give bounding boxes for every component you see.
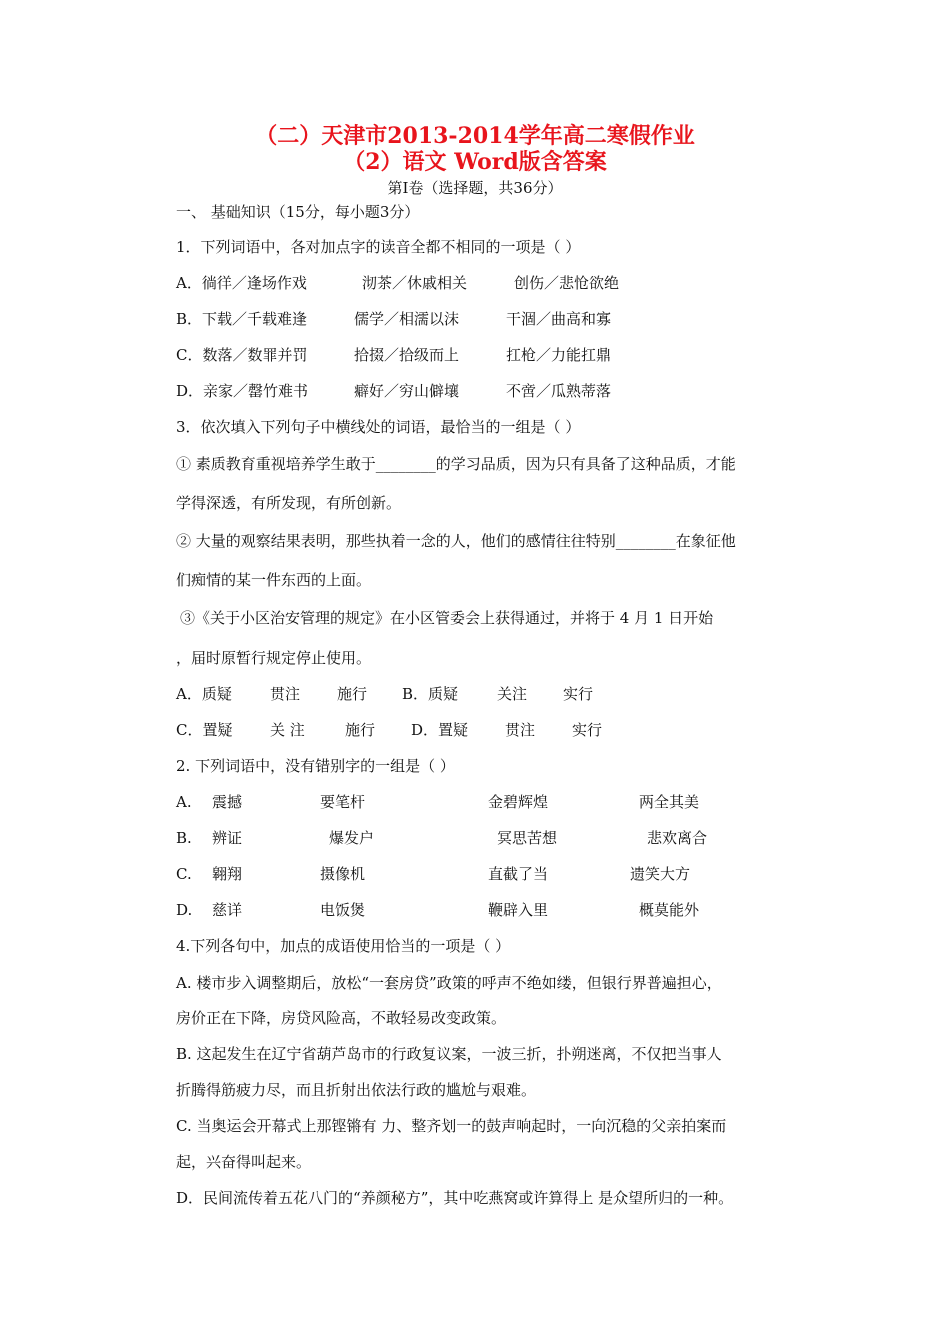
q3-option-b-word3: 实行 xyxy=(563,685,594,703)
q3-option-a-word3: 施行 xyxy=(337,685,368,703)
q2-row-c-word2: 摄像机 xyxy=(320,865,366,883)
q2-row-a-word1: 震撼 xyxy=(212,793,243,811)
q1-option-d: D．亲家／罄竹难书 xyxy=(176,382,309,400)
q2-row-c-word1: 翱翔 xyxy=(212,865,243,883)
q1-option-a-pair2: 沏茶／休戚相关 xyxy=(362,274,468,292)
q1-option-c: C．数落／数罪并罚 xyxy=(176,346,308,364)
q3-option-a-word2: 贯注 xyxy=(270,685,301,703)
q2-row-b-word1: 辨证 xyxy=(212,829,243,847)
q3-sentence1-line2: 学得深透，有所发现，有所创新。 xyxy=(176,494,402,512)
q1-option-d-pair2: 癖好／穷山僻壤 xyxy=(354,382,460,400)
section-heading: 一、 基础知识（15分，每小题3分） xyxy=(176,203,420,221)
q3-option-b-word2: 关注 xyxy=(497,685,528,703)
q3-stem: 3．依次填入下列句子中横线处的词语，最恰当的一组是（ ） xyxy=(176,418,581,436)
q4-stem: 4.下列各句中，加点的成语使用恰当的一项是（ ） xyxy=(176,937,511,955)
q3-option-d-word2: 贯注 xyxy=(505,721,536,739)
q2-row-a-word2: 要笔杆 xyxy=(320,793,366,811)
q4-option-a-line1: A. 楼市步入调整期后，放松“一套房贷”政策的呼声不绝如缕，但银行界普遍担心， xyxy=(176,974,722,992)
q3-sentence2-line1: ② 大量的观察结果表明，那些执着一念的人，他们的感情往往特别________在象征他 xyxy=(176,532,736,550)
q2-row-d-word4: 概莫能外 xyxy=(639,901,700,919)
q4-option-b-line2: 折腾得筋疲力尽，而且折射出依法行政的尴尬与艰难。 xyxy=(176,1081,537,1099)
q3-option-c-word3: 施行 xyxy=(345,721,376,739)
q2-row-a-word3: 金碧辉煌 xyxy=(488,793,549,811)
q2-row-d-word1: 慈详 xyxy=(212,901,243,919)
q2-row-c-word4: 遗笑大方 xyxy=(630,865,691,883)
q2-stem: 2. 下列词语中，没有错别字的一组是（ ） xyxy=(176,757,455,775)
q3-sentence1-line1: ① 素质教育重视培养学生敢于________的学习品质，因为只有具备了这种品质，才能 xyxy=(176,455,736,473)
q4-option-b-line1: B. 这起发生在辽宁省葫芦岛市的行政复议案，一波三折，扑朔迷离，不仅把当事人 xyxy=(176,1045,722,1063)
q2-row-d-word2: 电饭煲 xyxy=(320,901,366,919)
q3-sentence2-line2: 们痴情的某一件东西的上面。 xyxy=(176,571,372,589)
volume-subtitle: 第Ⅰ卷（选择题，共36分） xyxy=(387,179,563,197)
q1-option-c-pair2: 拾掇／拾级而上 xyxy=(354,346,460,364)
q1-option-b-pair3: 干涸／曲高和寡 xyxy=(506,310,612,328)
q2-row-c-label: C. xyxy=(176,865,192,883)
q3-sentence3-line1: ③《关于小区治安管理的规定》在小区管委会上获得通过，并将于 4 月 1 日开始 xyxy=(180,609,714,627)
q3-option-d-word3: 实行 xyxy=(572,721,603,739)
q3-option-d: D．置疑 xyxy=(411,721,469,739)
q3-option-a: A．质疑 xyxy=(176,685,232,703)
q2-row-b-word2: 爆发户 xyxy=(329,829,375,847)
q3-sentence3-line2: ，届时原暂行规定停止使用。 xyxy=(176,649,372,667)
q1-option-b: B．下载／千载难逢 xyxy=(176,310,308,328)
q2-row-a-label: A. xyxy=(176,793,192,811)
q1-stem: 1．下列词语中，各对加点字的读音全都不相同的一项是（ ） xyxy=(176,238,581,256)
q2-row-c-word3: 直截了当 xyxy=(488,865,549,883)
q1-option-c-pair3: 扛枪／力能扛鼎 xyxy=(506,346,612,364)
document-title-line1: （二）天津市2013-2014学年高二寒假作业 xyxy=(255,123,695,149)
q2-row-d-label: D. xyxy=(176,901,193,919)
q2-row-a-word4: 两全其美 xyxy=(639,793,700,811)
q2-row-b-label: B. xyxy=(176,829,192,847)
q4-option-c-line2: 起，兴奋得叫起来。 xyxy=(176,1153,312,1171)
q1-option-a: A．徜徉／逢场作戏 xyxy=(176,274,307,292)
document-title-line2: （2）语文 Word版含答案 xyxy=(343,149,607,175)
q3-option-b: B．质疑 xyxy=(402,685,459,703)
q4-option-c-line1: C. 当奥运会开幕式上那铿锵有 力、整齐划一的鼓声响起时，一向沉稳的父亲拍案而 xyxy=(176,1117,727,1135)
q3-option-c: C．置疑 xyxy=(176,721,233,739)
q4-option-a-line2: 房价正在下降，房贷风险高，不敢轻易改变政策。 xyxy=(176,1009,507,1027)
q2-row-b-word3: 冥思苦想 xyxy=(497,829,558,847)
q2-row-b-word4: 悲欢离合 xyxy=(647,829,708,847)
q1-option-b-pair2: 儒学／相濡以沫 xyxy=(354,310,460,328)
q1-option-d-pair3: 不啻／瓜熟蒂落 xyxy=(506,382,612,400)
q1-option-a-pair3: 创伤／悲怆欲绝 xyxy=(514,274,620,292)
q4-option-d-line1: D．民间流传着五花八门的“养颜秘方”，其中吃燕窝或许算得上 是众望所归的一种。 xyxy=(176,1189,734,1207)
q3-option-c-word2: 关 注 xyxy=(270,721,305,739)
q2-row-d-word3: 鞭辟入里 xyxy=(488,901,549,919)
